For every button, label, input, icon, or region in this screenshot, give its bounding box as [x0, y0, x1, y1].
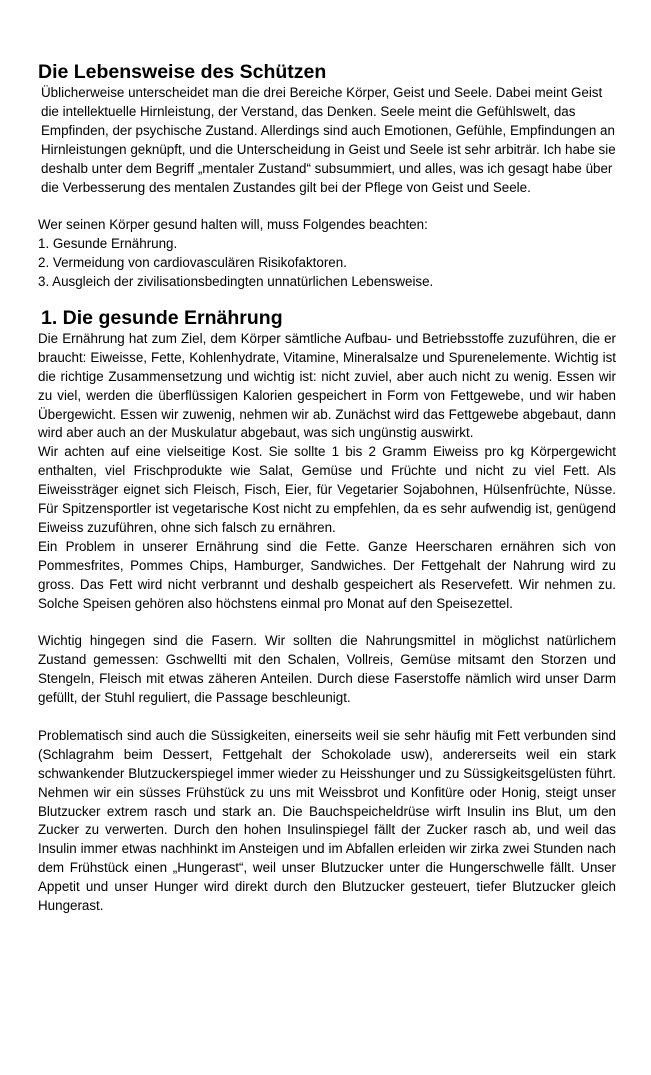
- section-title: 1. Die gesunde Ernährung: [41, 306, 283, 329]
- list-item: 1. Gesunde Ernährung.: [38, 236, 178, 252]
- page-title: Die Lebensweise des Schützen: [38, 61, 327, 83]
- intro-paragraph: Üblicherweise unterscheidet man die drei Bereiche Körper, Geist und Seele. Dabei meint Geist die intellektuelle Hirnleistung, der Verstand, das Denken. Seele meint die Gefühlswelt, das Empfinden, der psychische Zustand. Allerdings sind auch Emotionen, Gefühle, Empfindungen an Hirnleistungen geknüpft, und die Unterscheidung in Geist und Seele ist sehr arbiträr. Ich habe sie deshalb unter dem Begriff „mentaler Zustand“ subsummiert, und alles, was ich gesagt habe über die Verbesserung des mentalen Zustandes gilt bei der Pflege von Geist und Seele.: [41, 85, 616, 195]
- spacer: [38, 708, 616, 727]
- list-item: 2. Vermeidung von cardiovasculären Risikofaktoren.: [38, 255, 347, 271]
- paragraph-varied-diet: Wir achten auf eine vielseitige Kost. Sie sollte 1 bis 2 Gramm Eiweiss pro kg Körpergewicht enthalten, viel Frischprodukte wie Salat, Gemüse und Früchte und nicht zu viel Fett. Als Eiweissträger eignet sich Fleisch, Fisch, Eier, für Vegetarier Sojabohnen, Hülsenfrüchte, Nüsse. Für Spitzensportler ist vegetarische Kost nicht zu empfehlen, da es sehr aufwendig ist, genügend Eiweiss zuzuführen, ohne sich falsch zu ernähren.: [38, 444, 616, 536]
- list-intro: Wer seinen Körper gesund halten will, muss Folgendes beachten:: [38, 217, 428, 233]
- list-item: 3. Ausgleich der zivilisationsbedingten unnatürlichen Lebensweise.: [38, 274, 434, 290]
- spacer: [38, 614, 616, 633]
- paragraph-fats: Ein Problem in unserer Ernährung sind die Fette. Ganze Heerscharen ernähren sich von Pommesfrites, Pommes Chips, Hamburger, Sandwiches. Der Fettgehalt der Nahrung wird zu gross. Das Fett wird nicht verbrannt und deshalb gespeichert als Reservefett. Wir nehmen zu. Solche Speisen gehören also höchstens einmal pro Monat auf den Speisezettel.: [38, 538, 616, 611]
- paragraph-fibers: Wichtig hingegen sind die Fasern. Wir sollten die Nahrungsmittel in möglichst natürlichem Zustand gemessen: Gschwellti mit den Schalen, Vollreis, Gemüse mitsamt den Storzen und Stengeln, Fleisch mit etwas zäheren Anteilen. Durch diese Faserstoffe nämlich wird unser Darm gefüllt, der Stuhl reguliert, die Passage beschleunigt.: [38, 633, 616, 706]
- requirements-list: [38, 216, 616, 292]
- paragraph-sweets: Problematisch sind auch die Süssigkeiten, einerseits weil sie sehr häufig mit Fett verbunden sind (Schlagrahm beim Dessert, Fettgehalt der Schokolade usw), andererseits weil ein stark schwankender Blutzuckerspiegel immer wieder zu Heisshunger und zu Süssigkeitsgelüsten führt. Nehmen wir ein süsses Frühstück zu uns mit Weissbrot und Konfitüre oder Honig, steigt unser Blutzucker extrem rasch und stark an. Die Bauchspeicheldrüse wirft Insulin ins Blut, um den Zucker zu verwerten. Durch den hohen Insulinspiegel fällt der Zucker rasch ab, und weil das Insulin immer etwas nachhinkt im Ansteigen und im Abfallen erleiden wir zirka zwei Stunden nach dem Frühstück einen „Hungerast“, weil unser Blutzucker unter die Hungerschwelle fällt. Unser Appetit und unser Hunger wird direkt durch den Blutzucker gesteuert, tiefer Blutzucker gleich Hungerast.: [38, 727, 616, 914]
- paragraph-nutrition-goal: Die Ernährung hat zum Ziel, dem Körper sämtliche Aufbau- und Betriebsstoffe zuzuführen, die er braucht: Eiweisse, Fette, Kohlenhydrate, Vitamine, Mineralsalze und Spurenelemente. Wichtig ist die richtige Zusammensetzung und wichtig ist: nicht zuviel, aber auch nicht zu wenig. Essen wir zu viel, werden die überflüssigen Kalorien gespeichert in Form von Fettgewebe, und wir haben Übergewicht. Essen wir zuwenig, nehmen wir ab. Zunächst wird das Fettgewebe abgebaut, dann wird aber auch an der Muskulatur abgebaut, was sich ungünstig auswirkt.: [38, 330, 616, 441]
- spacer: [38, 197, 616, 216]
- spacer: [38, 292, 616, 306]
- document-page: [38, 60, 616, 916]
